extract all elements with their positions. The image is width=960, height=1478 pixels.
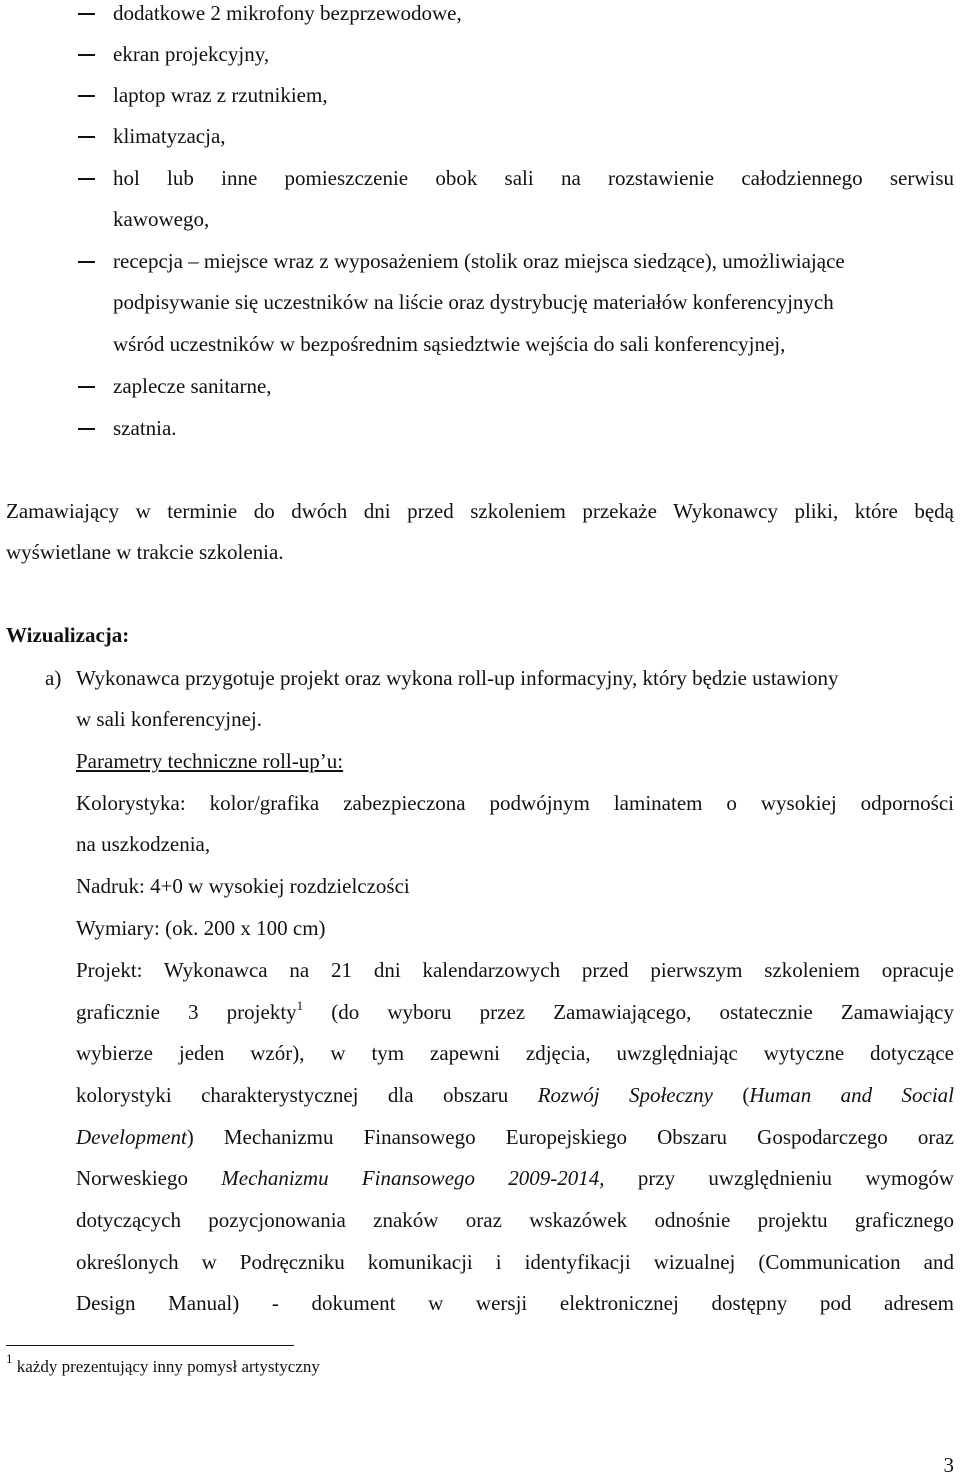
bullet-dash bbox=[78, 54, 95, 56]
projekt-text: przy uwzględnieniu wymogów bbox=[637, 1166, 954, 1190]
bullet-dash bbox=[78, 13, 95, 15]
projekt-text: kolorystyki charakterystycznej dla obszaru bbox=[76, 1083, 509, 1107]
bullet-item: ekran projekcyjny, bbox=[113, 42, 270, 66]
bullet-dash bbox=[78, 428, 95, 430]
list-item: Wykonawca przygotuje projekt oraz wykona roll-up informacyjny, który będzie ustawiony bbox=[76, 666, 839, 690]
bullet-item: zaplecze sanitarne, bbox=[113, 374, 272, 398]
bullet-dash bbox=[78, 386, 95, 388]
projekt-line bbox=[76, 1165, 954, 1191]
projekt-line: wybierze jeden wzór), w tym zapewni zdjęcia, uwzględniając wytyczne dotyczące bbox=[76, 1041, 954, 1065]
projekt-line bbox=[76, 999, 954, 1025]
list-item-cont: w sali konferencyjnej. bbox=[76, 707, 263, 731]
projekt-text: (do wyboru przez Zamawiającego, ostatecznie Zamawiający bbox=[331, 1000, 955, 1024]
projekt-italic: Development bbox=[76, 1125, 187, 1149]
projekt-italic: Rozwój Społeczny bbox=[537, 1083, 713, 1107]
projekt-line bbox=[76, 1124, 954, 1150]
bullet-dash bbox=[78, 136, 95, 138]
projekt-text: ) Mechanizmu Finansowego Europejskiego Obszaru Gospodarczego oraz bbox=[186, 1125, 954, 1149]
bullet-item: szatnia. bbox=[113, 416, 177, 440]
projekt-italic: Human and Social bbox=[749, 1083, 955, 1107]
projekt-line: dotyczących pozycjonowania znaków oraz wskazówek odnośnie projektu graficznego bbox=[76, 1208, 954, 1232]
bullet-item: recepcja – miejsce wraz z wyposażeniem (stolik oraz miejsca siedzące), umożliwiające bbox=[113, 249, 845, 273]
projekt-line: Projekt: Wykonawca na 21 dni kalendarzowych przed pierwszym szkoleniem opracuje bbox=[76, 958, 954, 982]
bullet-item: laptop wraz z rzutnikiem, bbox=[113, 83, 328, 107]
paragraph-line: wyświetlane w trakcie szkolenia. bbox=[6, 540, 284, 564]
list-marker: a) bbox=[45, 666, 62, 690]
param-wymiary: Wymiary: (ok. 200 x 100 cm) bbox=[76, 916, 326, 940]
projekt-line: Design Manual) - dokument w wersji elektronicznej dostępny pod adresem bbox=[76, 1291, 954, 1315]
projekt-text: ( bbox=[742, 1083, 750, 1107]
bullet-item-cont: podpisywanie się uczestników na liście oraz dystrybucję materiałów konferencyjnych bbox=[113, 290, 834, 314]
paragraph-line: Zamawiający w terminie do dwóch dni przed szkoleniem przekaże Wykonawcy pliki, które będą bbox=[6, 499, 954, 523]
bullet-dash bbox=[78, 178, 95, 180]
projekt-text: graficznie 3 projekty bbox=[76, 1000, 297, 1024]
bullet-dash bbox=[78, 95, 95, 97]
bullet-item: hol lub inne pomieszczenie obok sali na rozstawienie całodziennego serwisu bbox=[113, 166, 954, 190]
page-number: 3 bbox=[943, 1453, 954, 1477]
bullet-item: klimatyzacja, bbox=[113, 124, 226, 148]
section-heading: Wizualizacja: bbox=[6, 623, 130, 647]
bullet-item: dodatkowe 2 mikrofony bezprzewodowe, bbox=[113, 1, 462, 25]
footnote bbox=[6, 1351, 320, 1377]
projekt-line: określonych w Podręczniku komunikacji i identyfikacji wizualnej (Communication and bbox=[76, 1250, 954, 1274]
projekt-line bbox=[76, 1082, 954, 1108]
footnote-text: każdy prezentujący inny pomysł artystyczny bbox=[16, 1357, 320, 1376]
bullet-dash bbox=[78, 261, 95, 263]
footnote-separator bbox=[6, 1345, 294, 1346]
param-nadruk: Nadruk: 4+0 w wysokiej rozdzielczości bbox=[76, 874, 410, 898]
projekt-italic: Mechanizmu Finansowego 2009-2014, bbox=[221, 1166, 605, 1190]
params-title: Parametry techniczne roll-up’u: bbox=[76, 749, 344, 773]
footnote-ref[interactable]: 1 bbox=[296, 998, 304, 1013]
bullet-item-cont: wśród uczestników w bezpośrednim sąsiedztwie wejścia do sali konferencyjnej, bbox=[113, 332, 786, 356]
projekt-text: Norweskiego bbox=[76, 1166, 188, 1190]
param-kolorystyka: Kolorystyka: kolor/grafika zabezpieczona podwójnym laminatem o wysokiej odporności bbox=[76, 791, 954, 815]
footnote-mark: 1 bbox=[6, 1351, 13, 1366]
param-kolorystyka-cont: na uszkodzenia, bbox=[76, 832, 211, 856]
bullet-item-cont: kawowego, bbox=[113, 207, 210, 231]
